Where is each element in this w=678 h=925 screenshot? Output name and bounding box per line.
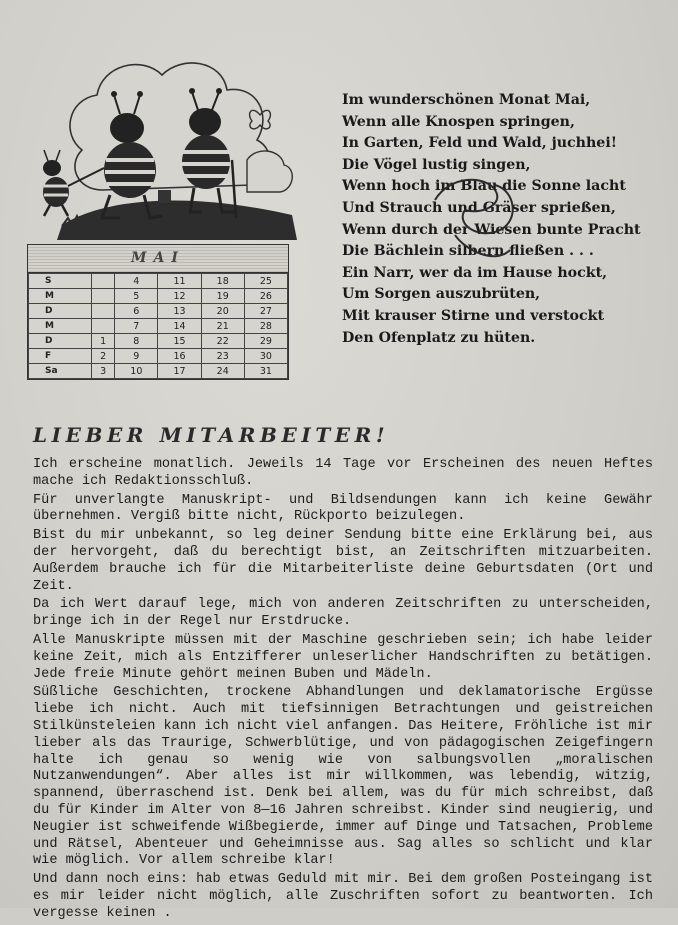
poem-line: Wenn hoch im Blau die Sonne lacht [342, 178, 626, 195]
calendar-row [29, 319, 288, 334]
calendar-row [29, 334, 288, 349]
poem-line: In Garten, Feld und Wald, juchhei! [342, 135, 617, 152]
letter-body [33, 457, 653, 925]
poem-line: Wenn durch der Wiesen bunte Pracht [342, 221, 641, 238]
calendar-date: 14 [158, 319, 201, 334]
poem-line: Und Strauch und Gräser sprießen, [342, 199, 616, 216]
letter-paragraph: Alle Manuskripte müssen mit der Maschine geschrieben sein; ich habe leider keine Zeit, mich als Entzifferer unleserlicher Handschriften zu betätigen. Jede freie Minute gehört meinen Buben und Mädeln. [33, 632, 653, 682]
calendar-date: 13 [158, 304, 201, 319]
poem-line: Ein Narr, wer da im Hause hockt, [342, 264, 608, 281]
calendar-date: 11 [158, 274, 201, 289]
calendar-date: 8 [115, 334, 158, 349]
poem-line: Wenn alle Knospen springen, [342, 113, 575, 130]
letter-heading: LIEBER MITARBEITER! [33, 423, 390, 447]
poem-line: Die Vögel lustig singen, [342, 156, 531, 173]
letter-paragraph: Da ich Wert darauf lege, mich von anderen Zeitschriften zu unterscheiden, bringe ich in der Regel nur Erstdrucke. [33, 597, 653, 630]
letter-paragraph: Und dann noch eins: hab etwas Geduld mit mir. Bei dem großen Posteingang ist es mir leider nicht möglich, alle Zuschriften sofort zu beantworten. Ich vergesse keinen . [33, 872, 653, 921]
calendar-row [29, 289, 288, 304]
calendar-row [29, 364, 288, 379]
calendar-weekday: Sa [29, 364, 92, 379]
calendar-date: 26 [244, 289, 287, 304]
calendar-date: 10 [115, 364, 158, 379]
calendar-date: 20 [201, 304, 244, 319]
beetle-family-illustration [22, 40, 322, 250]
calendar-date: 9 [115, 349, 158, 364]
calendar-date [92, 289, 115, 304]
calendar-date: 16 [158, 349, 201, 364]
calendar-weekday: D [29, 334, 92, 349]
calendar-date: 19 [201, 289, 244, 304]
letter-paragraph: Bist du mir unbekannt, so leg deiner Sendung bitte eine Erklärung bei, aus der hervorgeht, daß du berechtigt bist, an Zeitschriften mitzuarbeiten. Außerdem brauche ich für die Mitarbeiterliste deine Geburtsdaten (Ort und Zeit. [33, 528, 653, 594]
calendar-date: 30 [244, 349, 287, 364]
calendar-date: 6 [115, 304, 158, 319]
calendar-date: 1 [92, 334, 115, 349]
letter-paragraph: Ich erscheine monatlich. Jeweils 14 Tage vor Erscheinen des neuen Heftes mache ich Redaktionsschluß. [33, 457, 653, 489]
calendar-date: 12 [158, 289, 201, 304]
calendar-date: 15 [158, 334, 201, 349]
letter-paragraph: Für unverlangte Manuskript- und Bildsendungen kann ich keine Gewähr übernehmen. Vergiß bitte nicht, Rückporto beizulegen. [33, 492, 653, 525]
calendar-date: 7 [115, 319, 158, 334]
calendar-weekday: F [29, 349, 92, 364]
calendar-date [92, 304, 115, 319]
calendar-date [92, 274, 115, 289]
calendar-date [92, 319, 115, 334]
calendar-date: 25 [244, 274, 287, 289]
calendar-date: 27 [244, 304, 287, 319]
poem-line: Mit krauser Stirne und verstockt [342, 307, 605, 324]
calendar-date: 28 [244, 319, 287, 334]
calendar-date: 2 [92, 349, 115, 364]
poem-line: Um Sorgen auszubrüten, [342, 286, 541, 303]
poem-line: Im wunderschönen Monat Mai, [342, 92, 591, 108]
calendar-date: 21 [201, 319, 244, 334]
calendar-title: MAI [28, 245, 288, 273]
poem-line: Den Ofenplatz zu hüten. [342, 329, 536, 346]
calendar-date: 24 [201, 364, 244, 379]
calendar-date: 5 [115, 289, 158, 304]
calendar-row [29, 304, 288, 319]
calendar-date: 4 [115, 274, 158, 289]
calendar-weekday: M [29, 289, 92, 304]
calendar-row [29, 349, 288, 364]
poem-line: Die Bächlein silbern fließen . . . [342, 243, 594, 260]
calendar-date: 29 [244, 334, 287, 349]
calendar-weekday: M [29, 319, 92, 334]
may-calendar [27, 244, 289, 380]
calendar-date: 3 [92, 364, 115, 379]
calendar-row [29, 274, 288, 289]
calendar-weekday: S [29, 274, 92, 289]
letter-paragraph: Süßliche Geschichten, trockene Abhandlungen und deklamatorische Ergüsse liebe ich nicht. Auch mit tiefsinnigen Betrachtungen und geistreichen Stilkünsteleien kann ich nicht viel anfangen. Das Heitere, Fröhliche ist mir lieber als das Traurige, Schwerblütige, und von pädagogischen Zeigefingern halte ich genau so wenig wie von salbungsvollen „moralischen Nutzanwendungen“. Aber alles ist mir willkommen, was lebendig, witzig, spannend, überraschend ist. Denk bei allem, was du für mich schreibst, daß du für Kinder im Alter von 8—16 Jahren schreibst. Kinder sind neugierig, und Neugier ist schweifende Wißbegierde, immer auf Dinge und Tatsachen, Probleme und Rätsel, Abenteuer und Geheimnisse aus. Sag alles so schlicht und klar wie möglich. Vor allem schreibe klar! [33, 685, 653, 869]
calendar-date: 22 [201, 334, 244, 349]
calendar-date: 18 [201, 274, 244, 289]
calendar-weekday: D [29, 304, 92, 319]
calendar-date: 23 [201, 349, 244, 364]
calendar-date: 17 [158, 364, 201, 379]
may-poem [342, 90, 662, 349]
calendar-date: 31 [244, 364, 287, 379]
calendar-grid [28, 273, 288, 379]
